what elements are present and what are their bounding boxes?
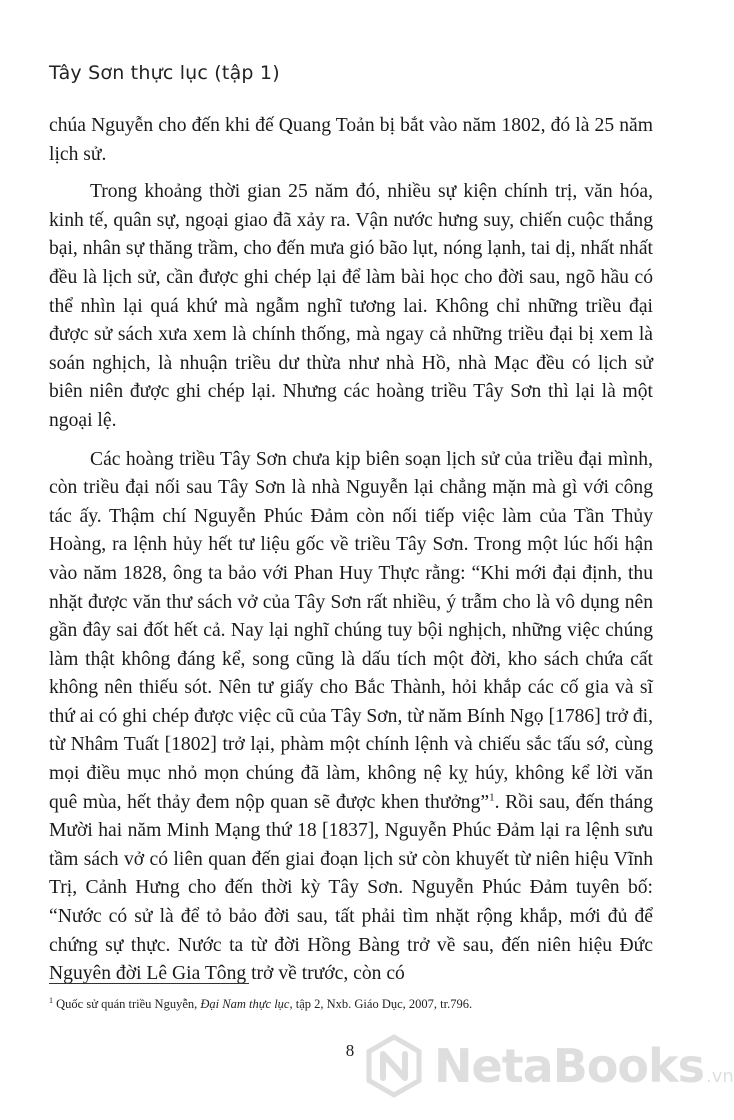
watermark bbox=[362, 1020, 734, 1112]
footnote-book-title: Đại Nam thực lục bbox=[200, 997, 290, 1012]
body-text bbox=[49, 112, 653, 999]
footnote-number: 1 bbox=[49, 996, 53, 1005]
footnote-text-end: , tập 2, Nxb. Giáo Dục, 2007, tr.796. bbox=[289, 997, 473, 1012]
watermark-brand-name: NetaBooks bbox=[434, 1039, 704, 1093]
footnote-text: Quốc sử quán triều Nguyễn, bbox=[53, 997, 201, 1012]
running-head: Tây Sơn thực lục (tập 1) bbox=[49, 62, 280, 84]
watermark-domain: .vn bbox=[705, 1066, 734, 1087]
footnote-rule bbox=[49, 983, 249, 984]
paragraph-1: chúa Nguyễn cho đến khi đế Quang Toản bị bắt vào năm 1802, đó là 25 năm lịch sử. bbox=[49, 115, 653, 165]
paragraph-2: Trong khoảng thời gian 25 năm đó, nhiều sự kiện chính trị, văn hóa, kinh tế, quân sự, ngoại giao đã xảy ra. Vận nước hưng suy, chiến cuộc thắng bại, nhân sự thăng trầm, cho đến mưa gió bão lụt, nóng lạnh, tai dị, nhất nhất đều là lịch sử, cần được ghi chép lại để làm bài học cho đời sau, ngõ hầu có thể nhìn lại quá khứ mà ngẫm nghĩ tương lai. Không chỉ những triều đại được sử sách xưa xem là chính thống, mà ngay cả những triều đại bị xem là soán nghịch, là nhuận triều dư thừa như nhà Hồ, nhà Mạc đều có lịch sử biên niên được ghi chép lại. Nhưng các hoàng triều Tây Sơn thì lại là một ngoại lệ. bbox=[49, 181, 653, 431]
watermark-brand bbox=[434, 1039, 734, 1093]
footnote bbox=[49, 996, 659, 1012]
n-logo-icon bbox=[362, 1034, 426, 1098]
paragraph-3-text: Các hoàng triều Tây Sơn chưa kịp biên soạn lịch sử của triều đại mình, còn triều đại nối sau Tây Sơn là nhà Nguyễn lại chẳng mặn mà gì với công tác ấy. Thậm chí Nguyễn Phúc Đảm còn nối tiếp việc làm của Tần Thủy Hoàng, ra lệnh hủy hết tư liệu gốc về triều Tây Sơn. Trong một lúc hối hận vào năm 1828, ông ta bảo với Phan Huy Thực rằng: “Khi mới đại định, thu nhặt được văn thư sách vở của Tây Sơn rất nhiều, ý trẫm cho là vô dụng nên gần đây sai đốt hết cả. Nay lại nghĩ chúng tuy bội nghịch, những việc chúng làm thật không đáng kể, song cũng là dấu tích một đời, kho sách chứa cất không nên thiếu sót. Nên tư giấy cho Bắc Thành, hỏi khắp các cố gia và sĩ thứ ai có ghi chép được việc cũ của Tây Sơn, từ năm Bính Ngọ [1786] trở đi, từ Nhâm Tuất [1802] trở lại, phàm một chính lệnh và chiếu sắc tấu sớ, cùng mọi điều mục nhỏ mọn chúng đã làm, không nệ kỵ húy, không kể lời văn quê mùa, hết thảy đem nộp quan sẽ được khen thưởng” bbox=[49, 448, 654, 813]
paragraph-3 bbox=[49, 446, 653, 989]
paragraph-3-text-continued: . Rồi sau, đến tháng Mười hai năm Minh Mạng thứ 18 [1837], Nguyễn Phúc Đảm lại ra lệnh sưu tầm sách vở có liên quan đến giai đoạn lịch sử còn khuyết từ niên hiệu Vĩnh Trị, Cảnh Hưng cho đến thời kỳ Tây Sơn. Nguyễn Phúc Đảm tuyên bố: “Nước có sử là để tỏ bảo đời sau, tất phải tìm nhặt rộng khắp, mới đủ để chứng sự thực. Nước ta từ đời Hồng Bàng trở về sau, đến niên hiệu Đức Nguyên đời Lê Gia Tông trở về trước, còn có bbox=[49, 791, 654, 985]
page-number: 8 bbox=[345, 1041, 355, 1060]
footnote-reference[interactable]: 1 bbox=[489, 791, 495, 804]
